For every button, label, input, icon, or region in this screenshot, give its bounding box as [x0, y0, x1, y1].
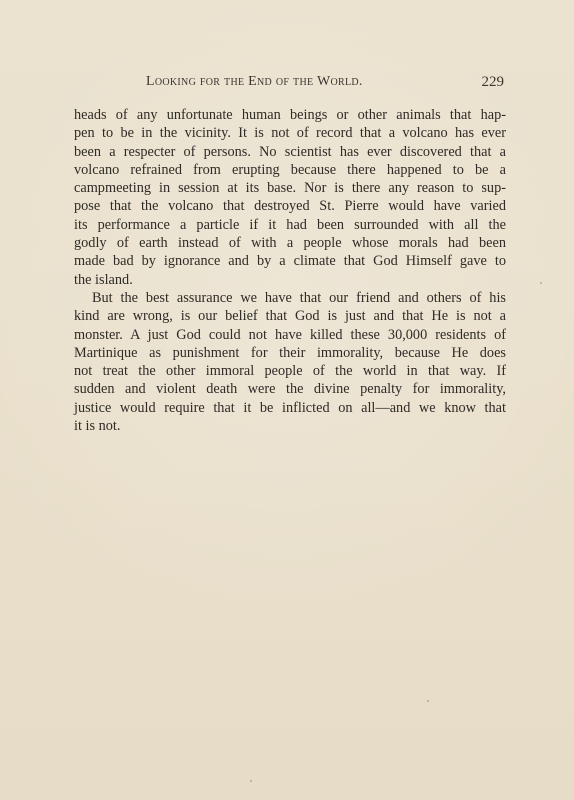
text-line: justice would require that it be inflicted on all—and we know that: [74, 399, 506, 416]
text-line: heads of any unfortunate human beings or other animals that hap-: [74, 107, 506, 123]
text-line: made bad by ignorance and by a climate that God Himself gave to: [74, 253, 506, 270]
text-line: kind are wrong, is our belief that God is just and that He is not a: [74, 308, 506, 325]
text-line: monster. A just God could not have killed these 30,000 residents of: [74, 326, 506, 343]
text-line: But the best assurance we have that our friend and others of his: [92, 289, 506, 306]
text-line: it is not.: [74, 418, 121, 435]
paper-speck: [250, 780, 252, 782]
text-line: pose that the volcano that destroyed St. Pierre would have varied: [74, 198, 506, 215]
paper-speck: [427, 700, 429, 702]
text-line: its performance a particle if it had been surrounded with all the: [74, 216, 506, 233]
running-head: [74, 74, 504, 94]
text-line: Martinique as punishment for their immorality, because He does: [74, 344, 506, 361]
body-text: [74, 106, 506, 435]
text-line: pen to be in the vicinity. It is not of record that a volcano has ever: [74, 125, 506, 142]
text-line: been a respecter of persons. No scientist has ever discovered that a: [74, 143, 506, 160]
text-line: sudden and violent death were the divine penalty for immorality,: [74, 381, 506, 398]
page-number: 229: [481, 74, 504, 90]
paragraph-1: [74, 106, 506, 289]
text-line: not treat the other immoral people of the world in that way. If: [74, 363, 506, 380]
text-line: campmeeting in session at its base. Nor is there any reason to sup-: [74, 180, 506, 197]
text-line: the island.: [74, 271, 133, 288]
paper-speck: [540, 282, 542, 284]
paragraph-2: [74, 289, 506, 435]
text-line: volcano refrained from erupting because there happened to be a: [74, 161, 506, 178]
running-title: Looking for the End of the World.: [146, 74, 363, 89]
text-line: godly of earth instead of with a people whose morals had been: [74, 235, 506, 252]
